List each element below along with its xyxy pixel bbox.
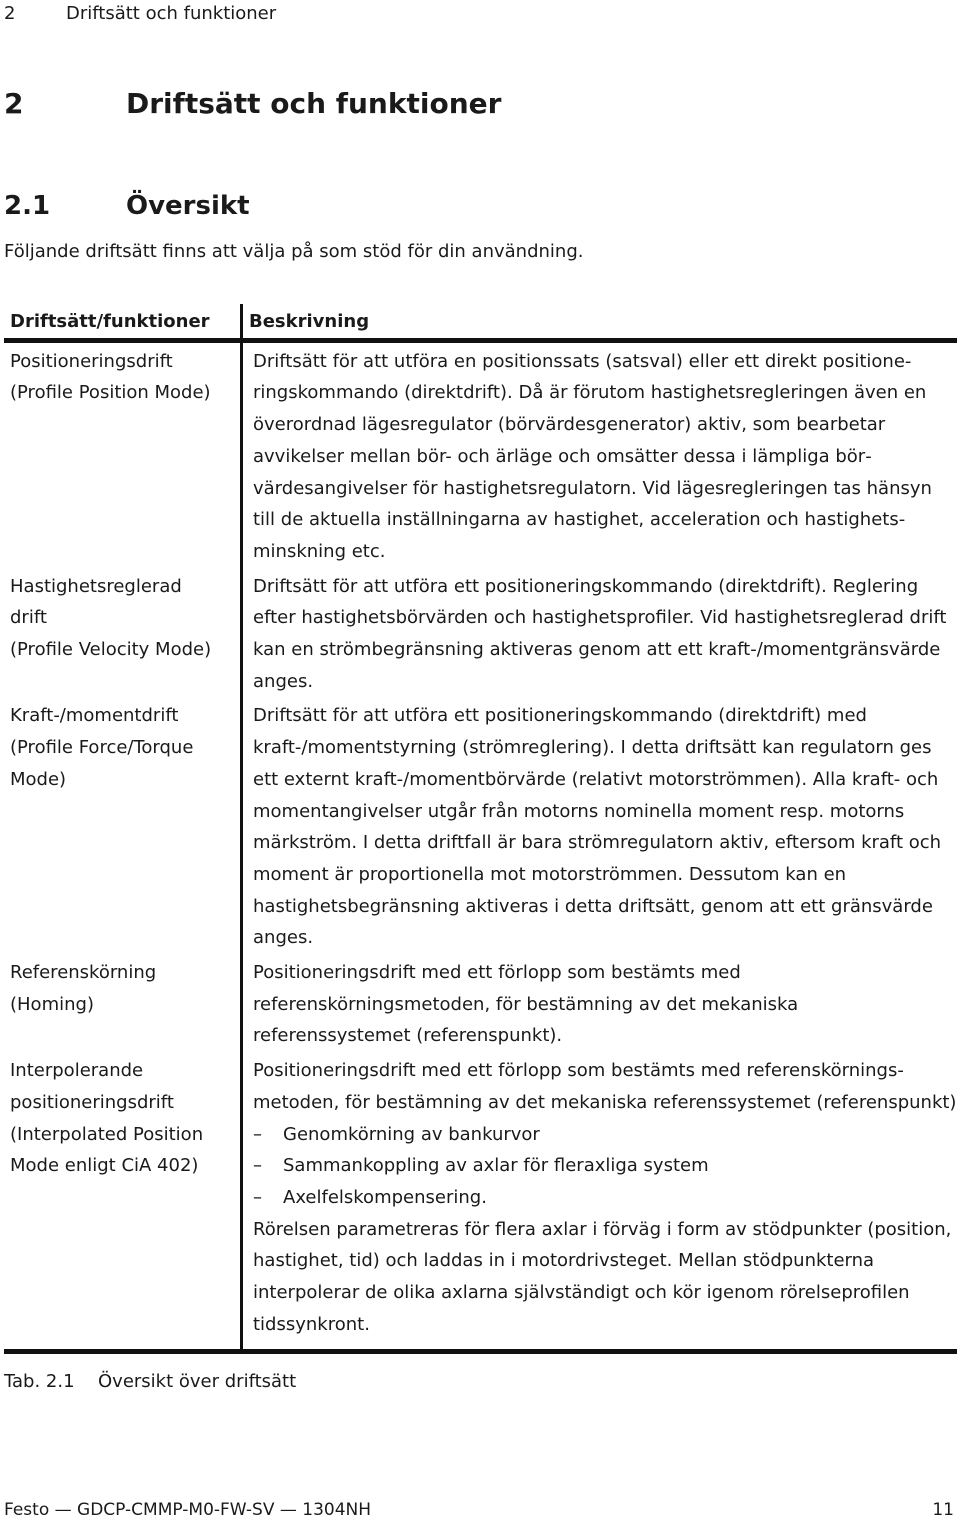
mode-line: (Interpolated Position bbox=[10, 1123, 204, 1145]
mode-cell bbox=[4, 1052, 242, 1351]
section-number: 2.1 bbox=[4, 191, 51, 221]
mode-line: positioneringsdrift bbox=[10, 1091, 174, 1113]
chapter-number: 2 bbox=[4, 87, 24, 120]
mode-line: drift bbox=[10, 607, 47, 629]
footer-document-id: Festo — GDCP-CMMP-M0-FW-SV — 1304NH bbox=[4, 1500, 372, 1520]
section-title: Översikt bbox=[126, 191, 250, 221]
description-cell: Positioneringsdrift med ett förlopp som bestämts med referenskörningsmetoden, för bestämning av det mekaniska referenssystemet (referenspunkt). bbox=[253, 962, 799, 1047]
description-cell: Driftsätt för att utföra ett positioneringskommando (direktdrift). Reglering efter hastighetsbörvärden och hastighetsprofiler. Vid hastighetsreglerad drift kan en strömbegränsning aktiveras genom att ett kraft-/momentgränsvärde anges. bbox=[253, 575, 947, 692]
column-header-mode: Driftsätt/funktioner bbox=[4, 304, 242, 340]
mode-line: (Homing) bbox=[10, 993, 94, 1015]
mode-line: Referenskörning bbox=[10, 962, 157, 984]
mode-line: Hastighetsreglerad bbox=[10, 575, 182, 597]
description-cell bbox=[242, 1052, 958, 1351]
bullet-item bbox=[253, 1150, 957, 1182]
table-row bbox=[4, 697, 957, 954]
mode-cell bbox=[4, 340, 242, 567]
intro-paragraph: Följande driftsätt finns att välja på som stöd för din användning. bbox=[4, 241, 584, 262]
description-cell: Driftsätt för att utföra en positionssats (satsval) eller ett direkt positioneringskommando (direktdrift). Då är förutom hastighetsregleringen även en överordnad lägesregulator (börvärdesgenerator) aktiv, som bearbetar avvikelser mellan bör- och ärläge och omsätter dessa i lämpliga börvärdesangivelser för hastighetsregulatorn. Vid lägesregleringen tas hänsyn till de aktuella inställningarna av hastighet, acceleration och hastighetsminskning etc. bbox=[253, 350, 932, 562]
description-intro: Positioneringsdrift med ett förlopp som bestämts med referenskörningsmetoden, för bestämning av det mekaniska referenssystemet (referenspunkt) bbox=[253, 1060, 957, 1113]
mode-line: (Profile Position Mode) bbox=[10, 382, 211, 404]
caption-label: Tab. 2.1 bbox=[4, 1371, 75, 1392]
mode-cell bbox=[4, 568, 242, 698]
description-cell: Driftsätt för att utföra ett positioneringskommando (direktdrift) med kraft-/momentstyrning (strömreglering). I detta driftsätt kan regulatorn ges ett externt kraft-/momentbörvärde (relativt motorströmmen). Alla kraft- och momentangivelser utgår från motorns nominella moment resp. motorns märkström. I detta driftfall är bara strömregulatorn aktiv, eftersom kraft och moment är proportionella mot motorströmmen. Dessutom kan en hastighetsbegränsning aktiveras i detta driftsätt, genom att ett gränsvärde anges. bbox=[253, 705, 942, 949]
mode-line: Positioneringsdrift bbox=[10, 350, 173, 372]
running-header-title: Driftsätt och funktioner bbox=[66, 3, 277, 24]
mode-line: (Profile Velocity Mode) bbox=[10, 639, 212, 661]
modes-table bbox=[4, 304, 957, 1354]
modes-table-wrapper bbox=[4, 304, 957, 1354]
running-header-number: 2 bbox=[4, 3, 16, 24]
caption-text: Översikt över driftsätt bbox=[98, 1371, 297, 1392]
table-caption bbox=[4, 1368, 296, 1396]
chapter-title: Driftsätt och funktioner bbox=[126, 87, 502, 120]
mode-line: (Profile Force/Torque bbox=[10, 737, 194, 759]
bullet-text: Sammankoppling av axlar för fleraxliga system bbox=[283, 1155, 709, 1177]
description-outro: Rörelsen parametreras för flera axlar i förväg i form av stödpunkter (position, hastighet, tid) och laddas in i motordrivsteget. Mellan stödpunkterna interpolerar de olika axlarna självständigt och kör igenom rörelseprofilen tidssynkront. bbox=[253, 1218, 952, 1335]
dash-icon: – bbox=[253, 1123, 262, 1145]
column-header-description: Beskrivning bbox=[242, 304, 958, 340]
mode-line: Mode) bbox=[10, 768, 67, 790]
dash-icon: – bbox=[253, 1155, 262, 1177]
footer-page-number: 11 bbox=[932, 1500, 954, 1520]
table-header-row bbox=[4, 304, 957, 340]
mode-line: Interpolerande bbox=[10, 1060, 144, 1082]
table-row bbox=[4, 1052, 957, 1351]
dash-icon: – bbox=[253, 1186, 262, 1208]
bullet-text: Axelfelskompensering. bbox=[283, 1186, 487, 1208]
running-header bbox=[4, 2, 276, 26]
bullet-item bbox=[253, 1119, 957, 1151]
section-heading bbox=[4, 186, 250, 226]
table-row bbox=[4, 568, 957, 698]
mode-cell bbox=[4, 697, 242, 954]
mode-line: Kraft-/momentdrift bbox=[10, 705, 179, 727]
chapter-heading bbox=[4, 84, 501, 124]
table-row bbox=[4, 954, 957, 1052]
bullet-text: Genomkörning av bankurvor bbox=[283, 1123, 540, 1145]
bullet-item bbox=[253, 1182, 957, 1214]
mode-line: Mode enligt CiA 402) bbox=[10, 1155, 199, 1177]
mode-cell bbox=[4, 954, 242, 1052]
table-row bbox=[4, 340, 957, 567]
